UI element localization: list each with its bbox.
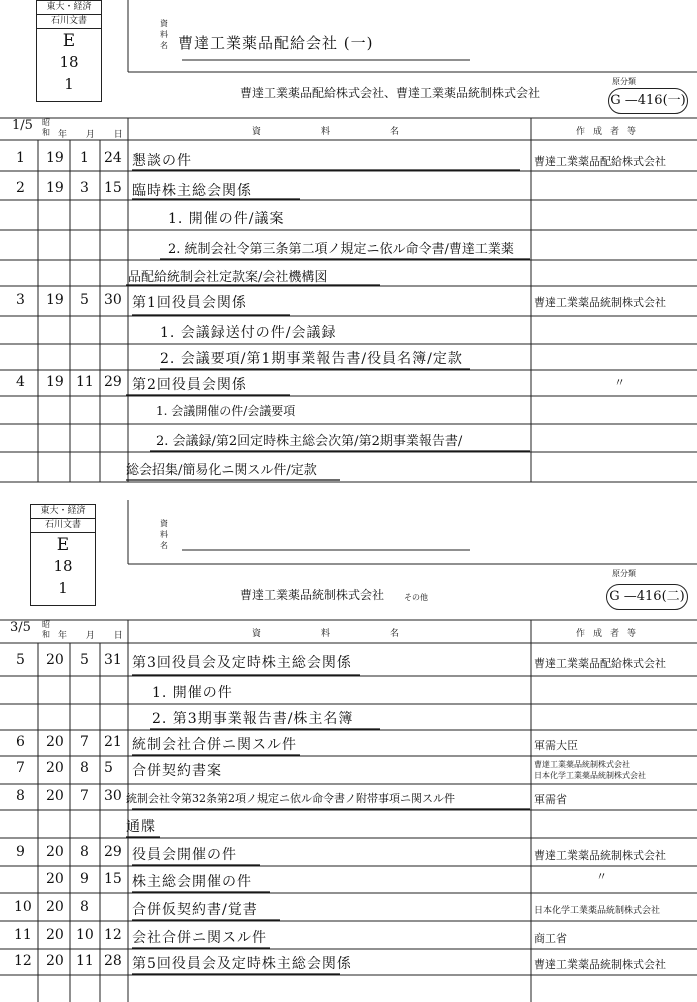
row-author: 曹達工業薬品統制株式会社 [534,296,666,309]
row-month: 3 [80,180,89,196]
row-year: 20 [46,953,64,969]
row-author: 曹達工業薬品配給株式会社 [534,155,666,168]
stamp-letter: E [56,535,70,555]
row-text: 1. 会議開催の件/会議要項 [156,404,296,418]
row-day: 30 [104,292,122,308]
stamp-n1: 18 [53,557,73,575]
reference-code-1: G —416(一) [608,88,688,114]
row-no: 6 [16,734,25,750]
header-material-2: 資料名 [252,629,460,639]
row-text: 1. 開催の件/議案 [168,211,285,227]
stamp-n1: 18 [59,53,79,71]
header-material-1: 資料名 [252,127,460,137]
row-month: 11 [76,374,94,390]
row-author-2: 日本化学工業薬品統制株式会社 [534,771,646,780]
row-day: 5 [104,760,113,776]
row-day: 12 [104,927,122,943]
row-year: 20 [46,788,64,804]
row-text: 合併仮契約書/覚書 [132,902,258,918]
row-no: 3 [16,292,25,308]
row-text: 臨時株主総会関係 [132,183,252,199]
row-no: 7 [16,760,25,776]
row-month: 7 [80,734,89,750]
rank-label-1: 原分類 [612,77,636,86]
row-author: 〃 [596,870,607,883]
row-day: 30 [104,788,122,804]
row-no: 9 [16,844,25,860]
row-no: 12 [14,953,32,969]
stamp-letter: E [62,31,76,51]
row-no: 4 [16,374,25,390]
row-text: 合併契約書案 [132,763,222,779]
row-year: 20 [46,844,64,860]
row-day: 29 [104,844,122,860]
header-author-1: 作成者等 [576,127,645,137]
section2-subtitle: 曹達工業薬品統制株式会社 [240,588,385,602]
row-month: 7 [80,788,89,804]
row-day: 15 [104,180,122,196]
stamp-row2: 石川文書 [37,15,101,29]
row-text: 懇談の件 [132,153,192,169]
row-author: 曹達工業薬品配給株式会社 [534,657,666,670]
row-text: 1. 開催の件 [152,685,233,701]
row-text: 会社合併ニ関スル件 [132,930,267,946]
archive-stamp-2 [30,504,96,606]
row-author-1: 曹達工業薬品統制株式会社 [534,760,630,769]
row-year: 20 [46,927,64,943]
row-year: 19 [46,150,64,166]
row-no: 10 [14,899,32,915]
section1-subtitle: 曹達工業薬品配給株式会社、曹達工業薬品統制株式会社 [240,86,541,100]
row-month: 8 [80,899,89,915]
row-month: 5 [80,292,89,308]
row-text: 第1回役員会関係 [132,295,247,311]
row-month: 10 [76,927,94,943]
row-year: 20 [46,760,64,776]
header-era-2: 昭和 [42,620,50,639]
row-year: 20 [46,734,64,750]
reference-code-2: G —416(二) [606,584,688,610]
row-no: 8 [16,788,25,804]
row-author: 軍需省 [534,793,567,806]
row-day: 15 [104,871,122,887]
stamp-n2: 1 [64,75,74,93]
row-month: 11 [76,953,94,969]
row-month: 1 [80,150,89,166]
row-text: 統制会社合併ニ関スル件 [132,737,297,753]
row-month: 8 [80,844,89,860]
header-author-2: 作成者等 [576,629,645,639]
row-day: 21 [104,734,122,750]
header-era-1: 昭和 [42,118,50,137]
row-year: 19 [46,374,64,390]
stamp-row2: 石川文書 [31,519,95,533]
stamp-row1: 東大・経済 [37,1,101,15]
archive-stamp-1 [36,0,102,102]
page-number-1: 1/5 [12,118,33,133]
label-shiryo-name: 資料名 [160,19,168,50]
page-number-2: 3/5 [10,620,31,635]
row-day: 29 [104,374,122,390]
row-author: 軍需大臣 [534,739,578,752]
row-text: 第5回役員会及定時株主総会関係 [132,956,352,972]
row-text: 第3回役員会及定時株主総会関係 [132,655,352,671]
row-day: 24 [104,150,122,166]
row-text: 2. 統制会社令第三条第二項ノ規定ニ依ル命令書/曹達工業薬 [168,242,514,257]
row-text: 2. 会議要項/第1期事業報告書/役員名簿/定款 [160,351,463,367]
row-text: 2. 第3期事業報告書/株主名簿 [152,711,354,727]
section1-title: 曹達工業薬品配給会社 (一) [178,34,374,52]
row-month: 5 [80,652,89,668]
row-text: 品配給統制会社定款案/会社機構図 [128,270,328,285]
row-text: 第2回役員会関係 [132,377,247,393]
row-month: 9 [80,871,89,887]
row-text: 統制会社令第32条第2項ノ規定ニ依ル命令書ノ附帯事項ニ関スル件 [126,792,455,805]
row-author: 日本化学工業薬品統制株式会社 [534,906,661,916]
row-no: 1 [16,150,25,166]
row-no: 2 [16,180,25,196]
header-date-1: 年 月 日 [58,130,131,140]
row-author: 〃 [614,376,625,389]
row-author: 曹達工業薬品統制株式会社 [534,958,666,971]
row-year: 19 [46,292,64,308]
row-text: 総会招集/簡易化ニ関スル件/定款 [126,463,317,478]
section2-subtitle-suffix: その他 [404,593,428,602]
row-text: 2. 会議録/第2回定時株主総会次第/第2期事業報告書/ [156,434,463,449]
row-author: 曹達工業薬品統制株式会社 [534,849,666,862]
row-author: 商工省 [534,932,567,945]
row-year: 20 [46,899,64,915]
label-shiryo-name: 資料名 [160,519,168,550]
row-text: 1. 会議録送付の件/会議録 [160,325,337,341]
row-no: 11 [14,927,32,943]
row-no: 5 [16,652,25,668]
rank-label-2: 原分類 [612,569,636,578]
row-day: 31 [104,652,122,668]
stamp-row1: 東大・経済 [31,505,95,519]
row-year: 20 [46,871,64,887]
row-year: 20 [46,652,64,668]
row-text: 株主総会開催の件 [132,874,252,890]
row-text: 役員会開催の件 [132,847,237,863]
row-text: 通牒 [126,819,156,835]
row-month: 8 [80,760,89,776]
row-day: 28 [104,953,122,969]
row-year: 19 [46,180,64,196]
header-date-2: 年 月 日 [58,631,131,641]
stamp-n2: 1 [58,579,68,597]
